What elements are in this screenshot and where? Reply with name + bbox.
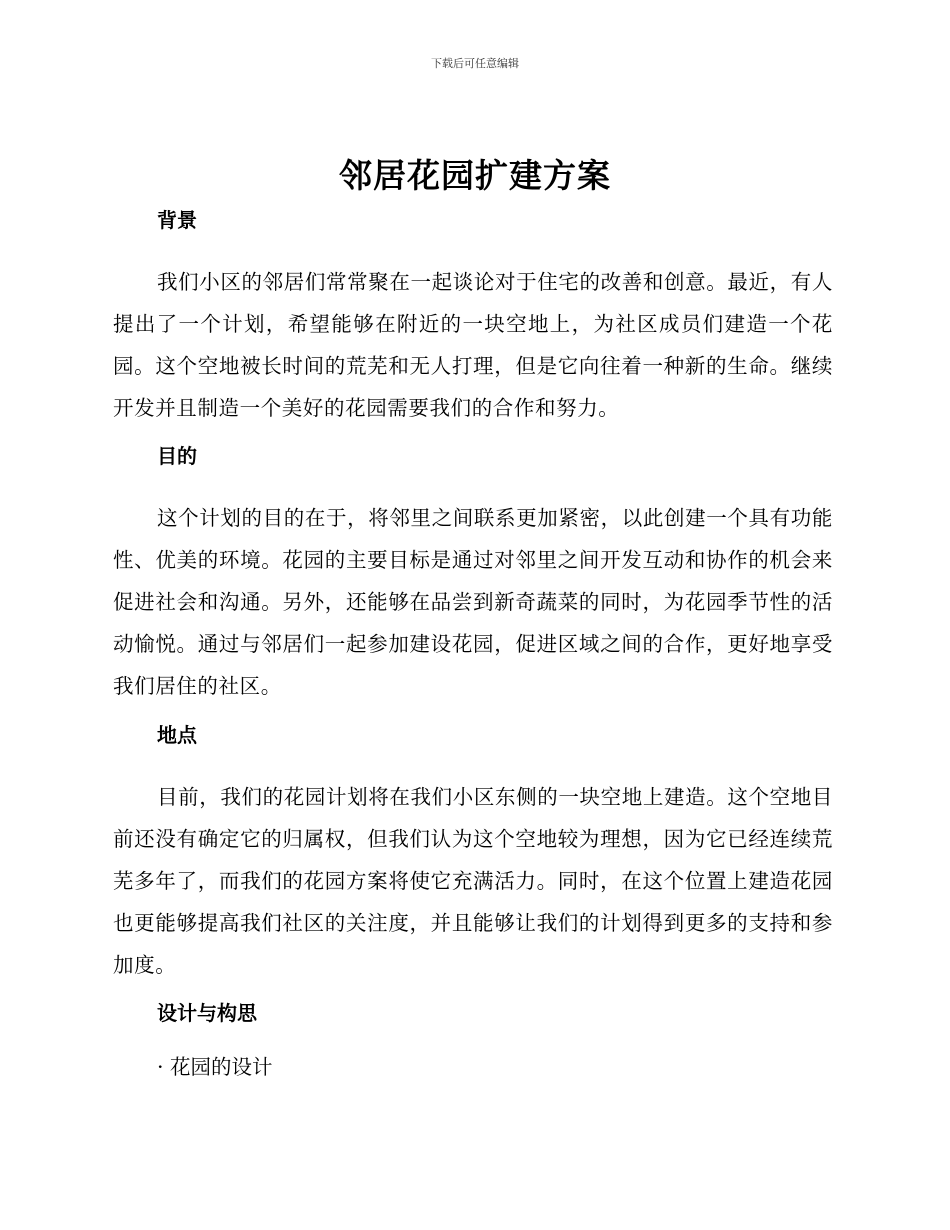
section-heading-design: 设计与构思 — [157, 1001, 257, 1025]
document-title: 邻居花园扩建方案 — [339, 156, 611, 195]
section-location — [113, 720, 833, 986]
section-body-purpose: 这个计划的目的在于，将邻里之间联系更加紧密，以此创建一个具有功能性、优美的环境。花园的主要目标是通过对邻里之间开发互动和协作的机会来促进社会和沟通。另外，还能够在品尝到新奇蔬菜的同时，为花园季节性的活动愉悦。通过与邻居们一起参加建设花园，促进区域之间的合作，更好地享受我们居住的社区。 — [113, 506, 833, 698]
header-note: 下载后可任意编辑 — [431, 57, 519, 70]
section-body-background: 我们小区的邻居们常常聚在一起谈论对于住宅的改善和创意。最近，有人提出了一个计划，希望能够在附近的一块空地上，为社区成员们建造一个花园。这个空地被长时间的荒芜和无人打理，但是它向往着一种新的生命。继续开发并且制造一个美好的花园需要我们的合作和努力。 — [113, 270, 833, 420]
section-heading-location: 地点 — [157, 723, 197, 747]
section-design — [113, 998, 833, 1082]
section-background — [113, 205, 833, 429]
section-body-location: 目前，我们的花园计划将在我们小区东侧的一块空地上建造。这个空地目前还没有确定它的归属权，但我们认为这个空地较为理想，因为它已经连续荒芜多年了，而我们的花园方案将使它充满活力。同时，在这个位置上建造花园也更能够提高我们社区的关注度，并且能够让我们的计划得到更多的支持和参加度。 — [113, 785, 833, 977]
bullet-garden-design: · 花园的设计 — [157, 1055, 273, 1079]
section-heading-purpose: 目的 — [157, 444, 197, 468]
section-heading-background: 背景 — [157, 208, 197, 232]
section-purpose — [113, 441, 833, 707]
